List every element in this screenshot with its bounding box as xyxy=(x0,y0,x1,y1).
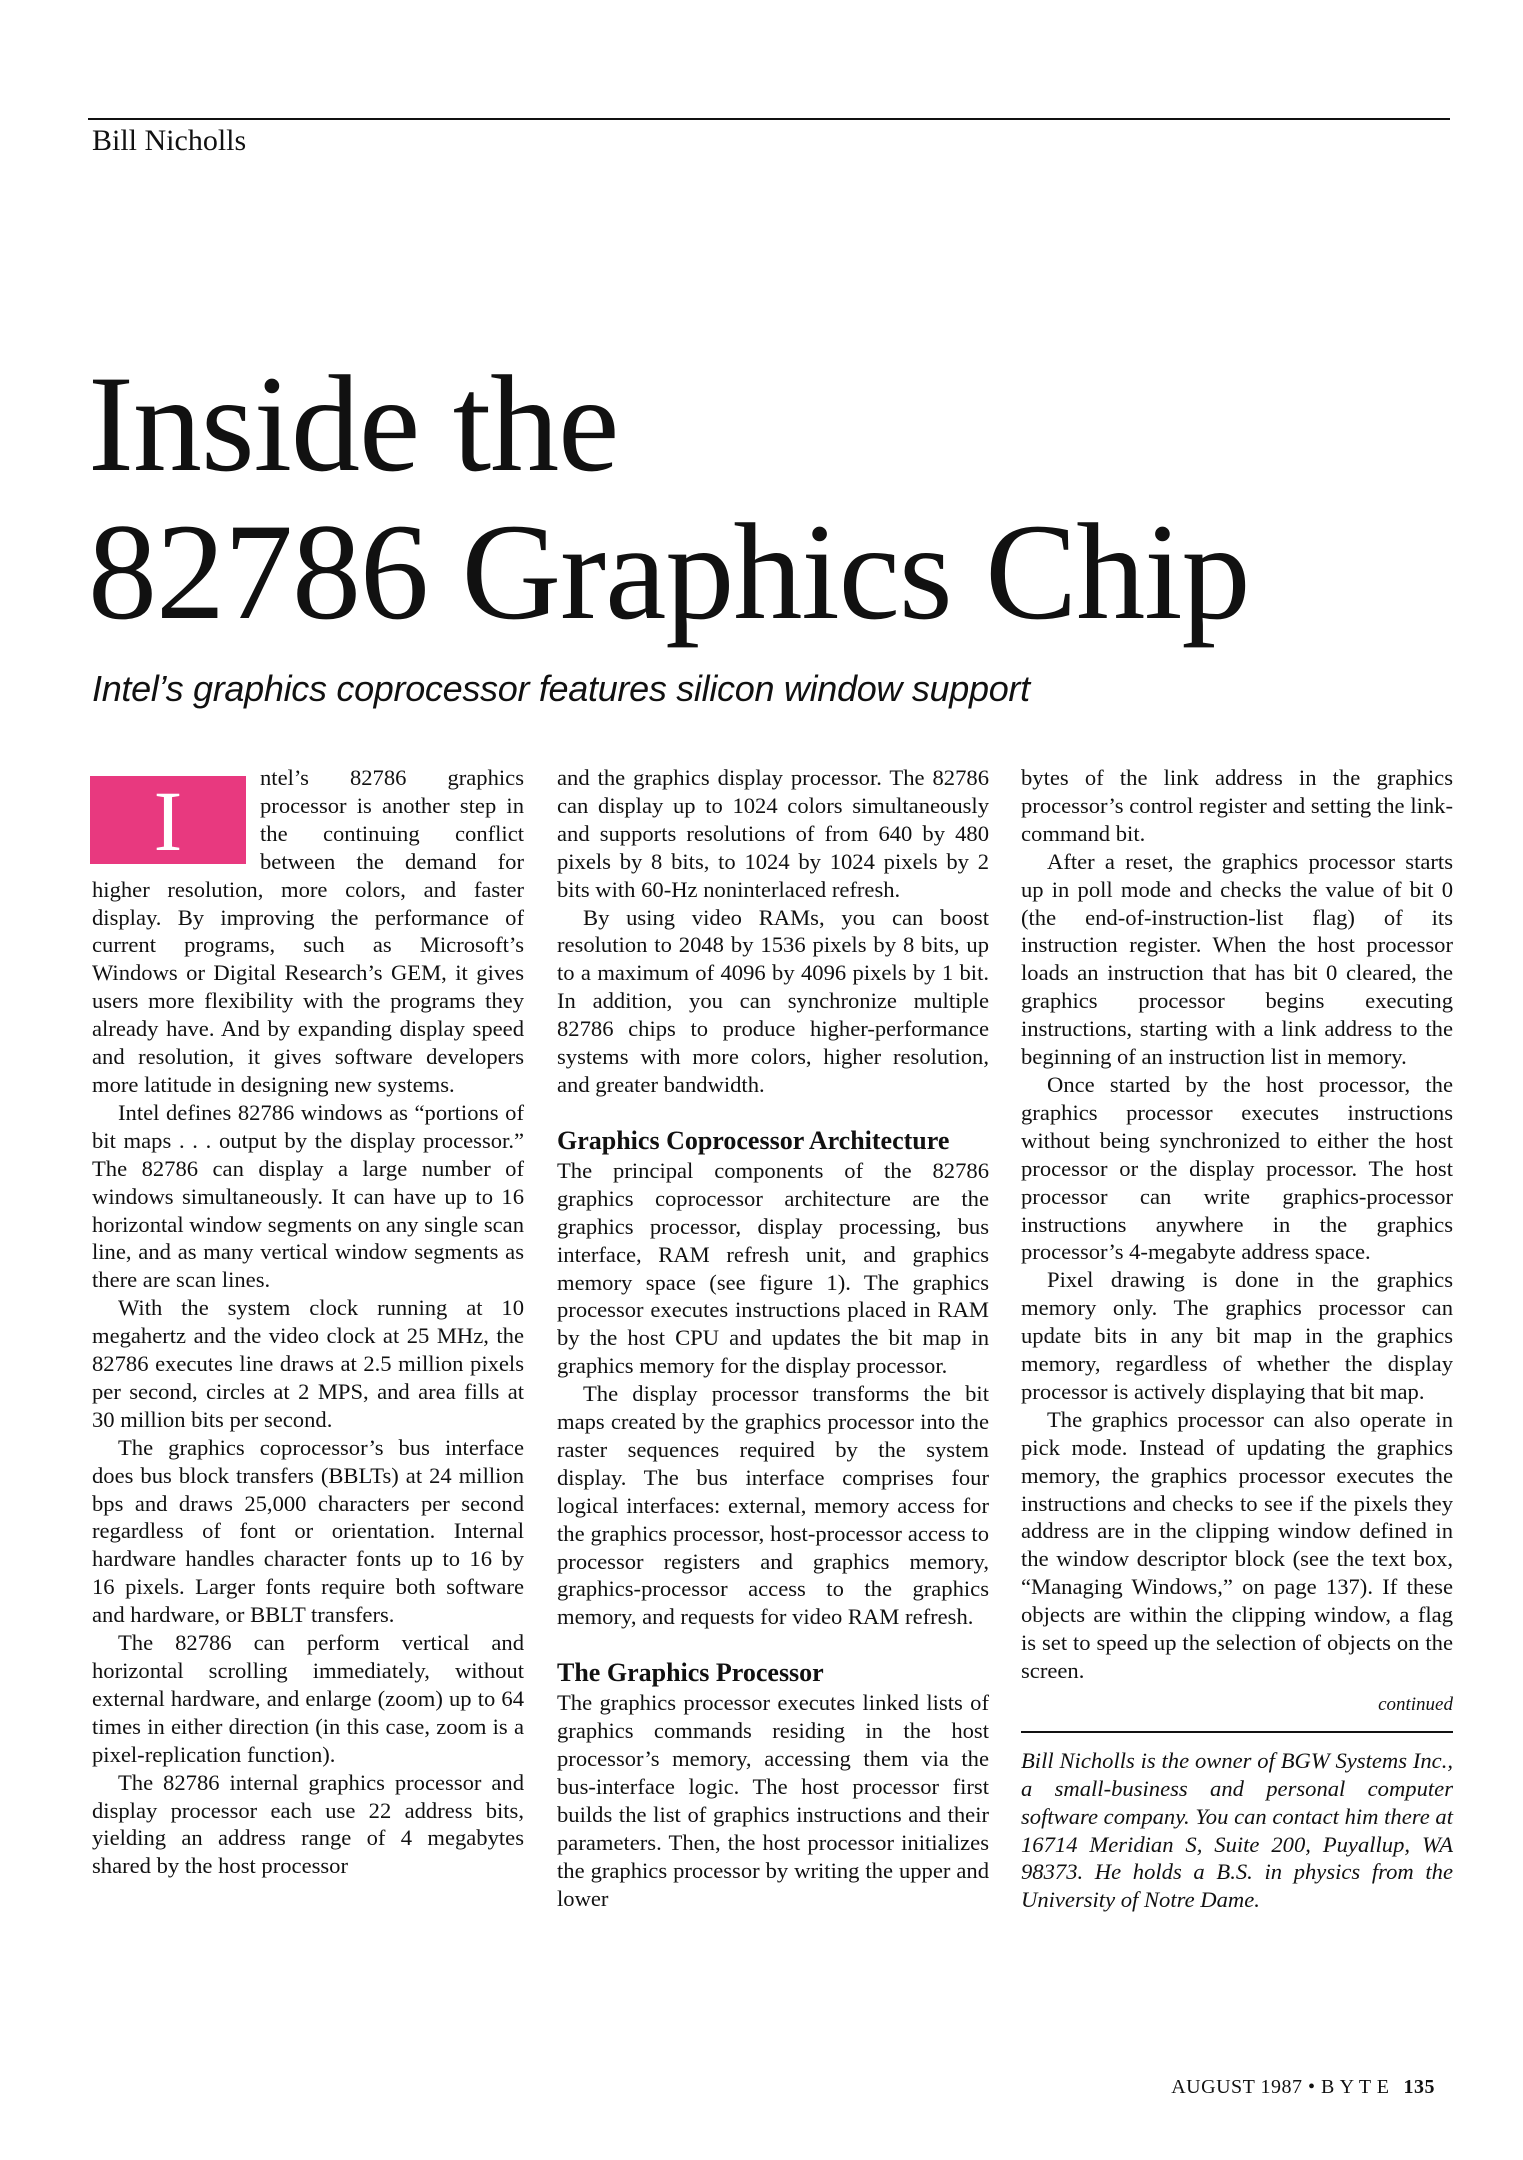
paragraph: The graphics processor can also operate in pick mode. Instead of updating the graphics memory, the graphics processor executes the instructions and checks to see if the pixels they address are in the clipping window defined in the window descriptor block (see the text box, “Managing Windows,” on page 137). If these objects are within the clipping window, a flag is set to speed up the selection of objects on the screen. xyxy=(1021,1406,1453,1683)
paragraph: After a reset, the graphics processor starts up in poll mode and checks the value of bit 0 (the end-of-instruction-list flag) of its instruction register. When the host processor loads an instruction that has bit 0 cleared, the graphics processor begins executing instructions, starting with a link address to the beginning of an instruction list in memory. xyxy=(1021,848,1453,1070)
paragraph: The display processor transforms the bit maps created by the graphics processor into the raster sequences required by the system display. The bus interface comprises four logical interfaces: external, memory access for the graphics processor, host-processor access to processor registers and graphics memory, graphics-processor access to the graphics memory, and requests for video RAM refresh. xyxy=(557,1381,989,1630)
article-deck: Intel’s graphics coprocessor features silicon window support xyxy=(92,668,1030,709)
bio-rule xyxy=(1021,1731,1453,1733)
byline: Bill Nicholls xyxy=(92,124,247,157)
paragraph: The principal components of the 82786 graphics coprocessor architecture are the graphics processor, display processing, bus interface, RAM refresh unit, and graphics memory space (see figure 1). The graphics processor executes instructions placed in RAM by the host CPU and updates the bit map in graphics memory for the display processor. xyxy=(557,1157,989,1379)
drop-cap: I xyxy=(90,776,246,864)
column-1 xyxy=(92,764,524,1880)
paragraph: Pixel drawing is done in the graphics memory only. The graphics processor can update bits in any bit map in the graphics memory, regardless of whether the display processor is actively displaying that bit map. xyxy=(1021,1267,1453,1404)
top-rule xyxy=(88,118,1450,120)
paragraph: The graphics processor executes linked lists of graphics commands residing in the host processor’s memory, accessing them via the bus-interface logic. The host processor first builds the list of graphics instructions and their parameters. Then, the host processor initializes the graphics processor by writing the upper and lower xyxy=(557,1690,989,1911)
paragraph: The graphics coprocessor’s bus interface does bus block transfers (BBLTs) at 24 million bps and draws 25,000 characters per second regardless of font or orientation. Internal hardware handles character fonts up to 16 by 16 pixels. Larger fonts require both software and hardware, or BBLT transfers. xyxy=(92,1434,524,1628)
paragraph: bytes of the link address in the graphics processor’s control register and setting the link-command bit. xyxy=(1021,765,1453,846)
author-bio: Bill Nicholls is the owner of BGW Systems Inc., a small-business and personal computer software company. You can contact him there at 16714 Meridian S, Suite 200, Puyallup, WA 98373. He holds a B.S. in physics from the University of Notre Dame. xyxy=(1021,1747,1453,1913)
paragraph xyxy=(92,764,524,1099)
title-line-2: 82786 Graphics Chip xyxy=(88,495,1250,648)
paragraph-text: ntel’s 82786 graphics processor is another step in the continuing conflict between the demand for higher resolution, more colors, and faster display. By improving the performance of current programs, such as Microsoft’s Windows or Digital Research’s GEM, it gives users more flexibility with the programs they already have. And by expanding display speed and resolution, it gives software developers more latitude in designing new systems. xyxy=(92,765,524,1097)
section-heading: Graphics Coprocessor Architecture xyxy=(557,1125,950,1155)
paragraph: With the system clock running at 10 megahertz and the video clock at 25 MHz, the 82786 executes line draws at 2.5 million pixels per second, circles at 2 MPS, and area fills at 30 million bits per second. xyxy=(92,1295,524,1432)
continued-label: continued xyxy=(1378,1693,1453,1715)
issue-label: AUGUST 1987 • B Y T E xyxy=(1171,2076,1390,2098)
column-3 xyxy=(1021,764,1453,1914)
page-number: 135 xyxy=(1403,2076,1435,2098)
page-footer xyxy=(1171,2076,1435,2099)
title-line-1: Inside the xyxy=(88,347,619,500)
paragraph: Intel defines 82786 windows as “portions of bit maps . . . output by the display processor.” The 82786 can display a large number of windows simultaneously. It can have up to 16 horizontal window segments on any single scan line, and as many vertical window segments as there are scan lines. xyxy=(92,1099,524,1293)
paragraph: The 82786 internal graphics processor and display processor each use 22 address bits, yielding an address range of 4 megabytes shared by the host processor xyxy=(92,1769,524,1879)
paragraph: By using video RAMs, you can boost resolution to 2048 by 1536 pixels by 8 bits, up to a maximum of 4096 by 4096 pixels by 1 bit. In addition, you can synchronize multiple 82786 chips to produce higher-performance systems with more colors, higher resolution, and greater bandwidth. xyxy=(557,904,989,1097)
paragraph: Once started by the host processor, the graphics processor executes instructions without being synchronized to either the host processor or the display processor. The host processor can write graphics-processor instructions anywhere in the graphics processor’s 4-megabyte address space. xyxy=(1021,1071,1453,1265)
paragraph: The 82786 can perform vertical and horizontal scrolling immediately, without external hardware, and enlarge (zoom) up to 64 times in either direction (in this case, zoom is a pixel-replication function). xyxy=(92,1630,524,1767)
article-title xyxy=(88,347,1250,648)
column-2 xyxy=(557,764,989,1913)
paragraph: and the graphics display processor. The 82786 can display up to 1024 colors simultaneously and supports resolutions of from 640 by 480 pixels by 8 bits, to 1024 by 1024 pixels by 2 bits with 60-Hz noninterlaced refresh. xyxy=(557,765,989,902)
section-heading: The Graphics Processor xyxy=(557,1658,824,1688)
